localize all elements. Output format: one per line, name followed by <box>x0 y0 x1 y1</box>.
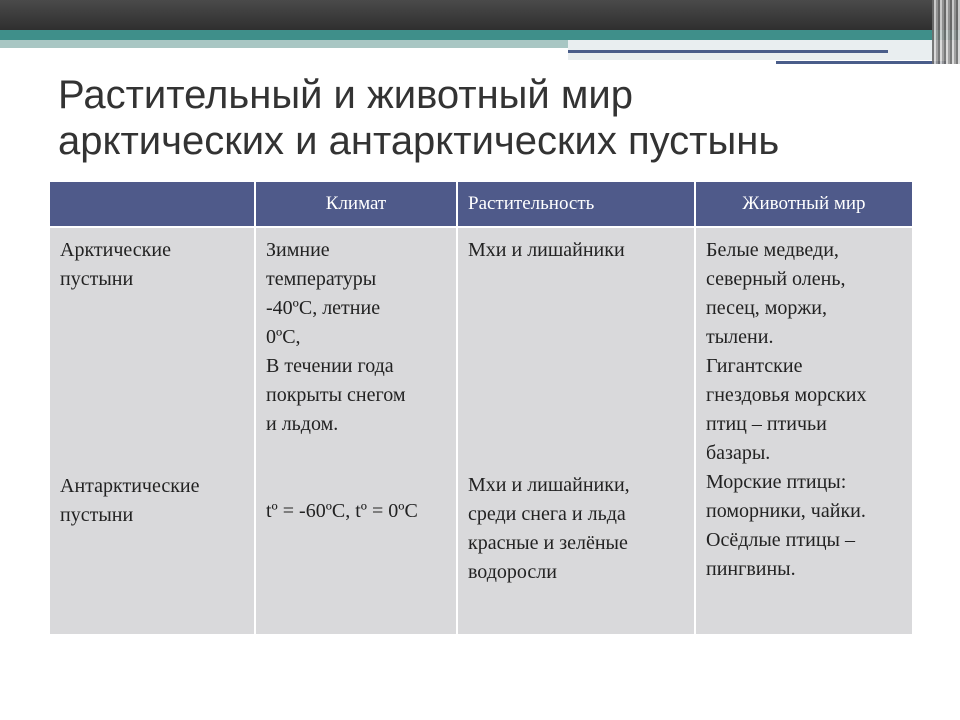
slide-title-line2: арктических и антарктических пустынь <box>58 119 780 163</box>
header-vegetation: Растительность <box>457 181 695 227</box>
cell-fauna <box>695 227 913 635</box>
header-climate: Климат <box>255 181 457 227</box>
accent-line-lower <box>776 61 946 64</box>
cell-regions <box>49 227 255 635</box>
slide-title-line1: Растительный и животный мир <box>58 73 633 117</box>
top-decor-bar <box>0 0 960 30</box>
teal-light-decor-band <box>0 40 568 48</box>
vegetation-arctic: Мхи и лишайники <box>468 239 625 261</box>
cell-vegetation <box>457 227 695 635</box>
region-arctic: Арктические пустыни <box>60 239 171 290</box>
header-empty <box>49 181 255 227</box>
corner-stripes-decor <box>932 0 960 64</box>
table-row <box>49 227 913 635</box>
table-header-row <box>49 181 913 227</box>
vegetation-antarctic: Мхи и лишайники, среди снега и льда красные и зелёные водоросли <box>468 474 630 583</box>
fauna-arctic: Белые медведи, северный олень, песец, моржи, тылени. Гигантские гнездовья морских птиц – птичьи базары. <box>706 239 867 464</box>
fauna-antarctic: Морские птицы: поморники, чайки. Осёдлые птицы – пингвины. <box>706 471 866 580</box>
climate-antarctic: tº = -60ºС, tº = 0ºС <box>266 500 418 522</box>
climate-arctic: Зимние температуры -40ºС, летние 0ºС, В течении года покрыты снегом и льдом. <box>266 239 406 435</box>
header-fauna: Животный мир <box>695 181 913 227</box>
region-antarctic: Антарктические пустыни <box>60 475 200 526</box>
slide-title <box>58 72 918 164</box>
accent-line-upper <box>568 50 888 53</box>
teal-decor-band <box>0 30 960 40</box>
cell-climate <box>255 227 457 635</box>
deserts-table <box>48 180 914 636</box>
